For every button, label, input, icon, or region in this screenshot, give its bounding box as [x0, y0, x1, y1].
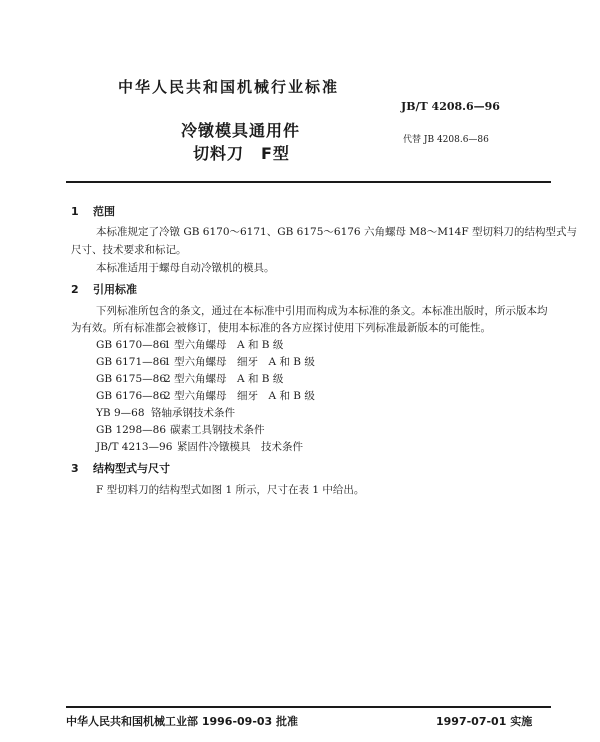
reference-desc: 1 型六角螺母 细牙 A 和 B 级 — [164, 356, 315, 368]
section-title: 结构型式与尺寸 — [93, 462, 170, 475]
section-1-paragraph: 本标准适用于螺母自动冷镦机的模具。 — [96, 262, 275, 274]
document-title-line1: 冷镦模具通用件 — [181, 121, 301, 140]
document-title-line2: 切料刀 F型 — [193, 144, 290, 163]
reference-item — [96, 422, 265, 437]
reference-desc: 铬轴承钢技术条件 — [151, 407, 235, 419]
reference-desc: 2 型六角螺母 A 和 B 级 — [164, 373, 284, 385]
reference-desc: 2 型六角螺母 细牙 A 和 B 级 — [164, 390, 315, 402]
reference-desc: 1 型六角螺母 A 和 B 级 — [164, 339, 284, 351]
reference-code: GB 1298—86 — [96, 424, 167, 436]
replaces-note: 代替 JB 4208.6—86 — [403, 135, 489, 145]
effective-date: 1997-07-01 实施 — [436, 715, 533, 728]
section-3-heading — [71, 460, 170, 476]
reference-item — [96, 354, 315, 369]
reference-code: JB/T 4213—96 — [96, 441, 173, 453]
section-2-paragraph: 为有效。所有标准都会被修订，使用本标准的各方应探讨使用下列标准最新版本的可能性。 — [71, 322, 491, 334]
reference-desc: 碳素工具钢技术条件 — [170, 424, 265, 436]
reference-code: GB 6170—86 — [96, 339, 167, 351]
ministry-heading: 中华人民共和国机械行业标准 — [118, 78, 340, 96]
section-number: 3 — [71, 462, 79, 475]
approval-date: 中华人民共和国机械工业部 1996-09-03 批准 — [66, 715, 299, 728]
section-1-heading — [71, 203, 115, 219]
reference-item — [96, 439, 303, 454]
reference-item — [96, 388, 315, 403]
footer-divider — [66, 706, 551, 708]
section-2-heading — [71, 281, 137, 297]
section-3-paragraph: F 型切料刀的结构型式如图 1 所示，尺寸在表 1 中给出。 — [96, 484, 365, 496]
header-divider — [66, 181, 551, 183]
reference-item — [96, 337, 283, 352]
section-1-paragraph: 本标准规定了冷镦 GB 6170～6171、GB 6175～6176 六角螺母 M8～M14F 型切料刀的结构型式与 — [96, 226, 577, 238]
reference-desc: 紧固件冷镦模具 技术条件 — [177, 441, 303, 453]
reference-code: YB 9—68 — [96, 407, 145, 419]
section-title: 引用标准 — [93, 283, 137, 296]
reference-code: GB 6175—86 — [96, 373, 167, 385]
reference-item — [96, 405, 235, 420]
standard-number: JB/T 4208.6—96 — [401, 100, 500, 113]
reference-code: GB 6176—86 — [96, 390, 167, 402]
section-number: 1 — [71, 205, 79, 218]
section-1-paragraph: 尺寸、技术要求和标记。 — [71, 244, 187, 256]
section-2-paragraph: 下列标准所包含的条文，通过在本标准中引用而构成为本标准的条文。本标准出版时，所示版本均 — [96, 305, 548, 317]
section-number: 2 — [71, 283, 79, 296]
section-title: 范围 — [93, 205, 115, 218]
reference-item — [96, 371, 283, 386]
reference-code: GB 6171—86 — [96, 356, 167, 368]
